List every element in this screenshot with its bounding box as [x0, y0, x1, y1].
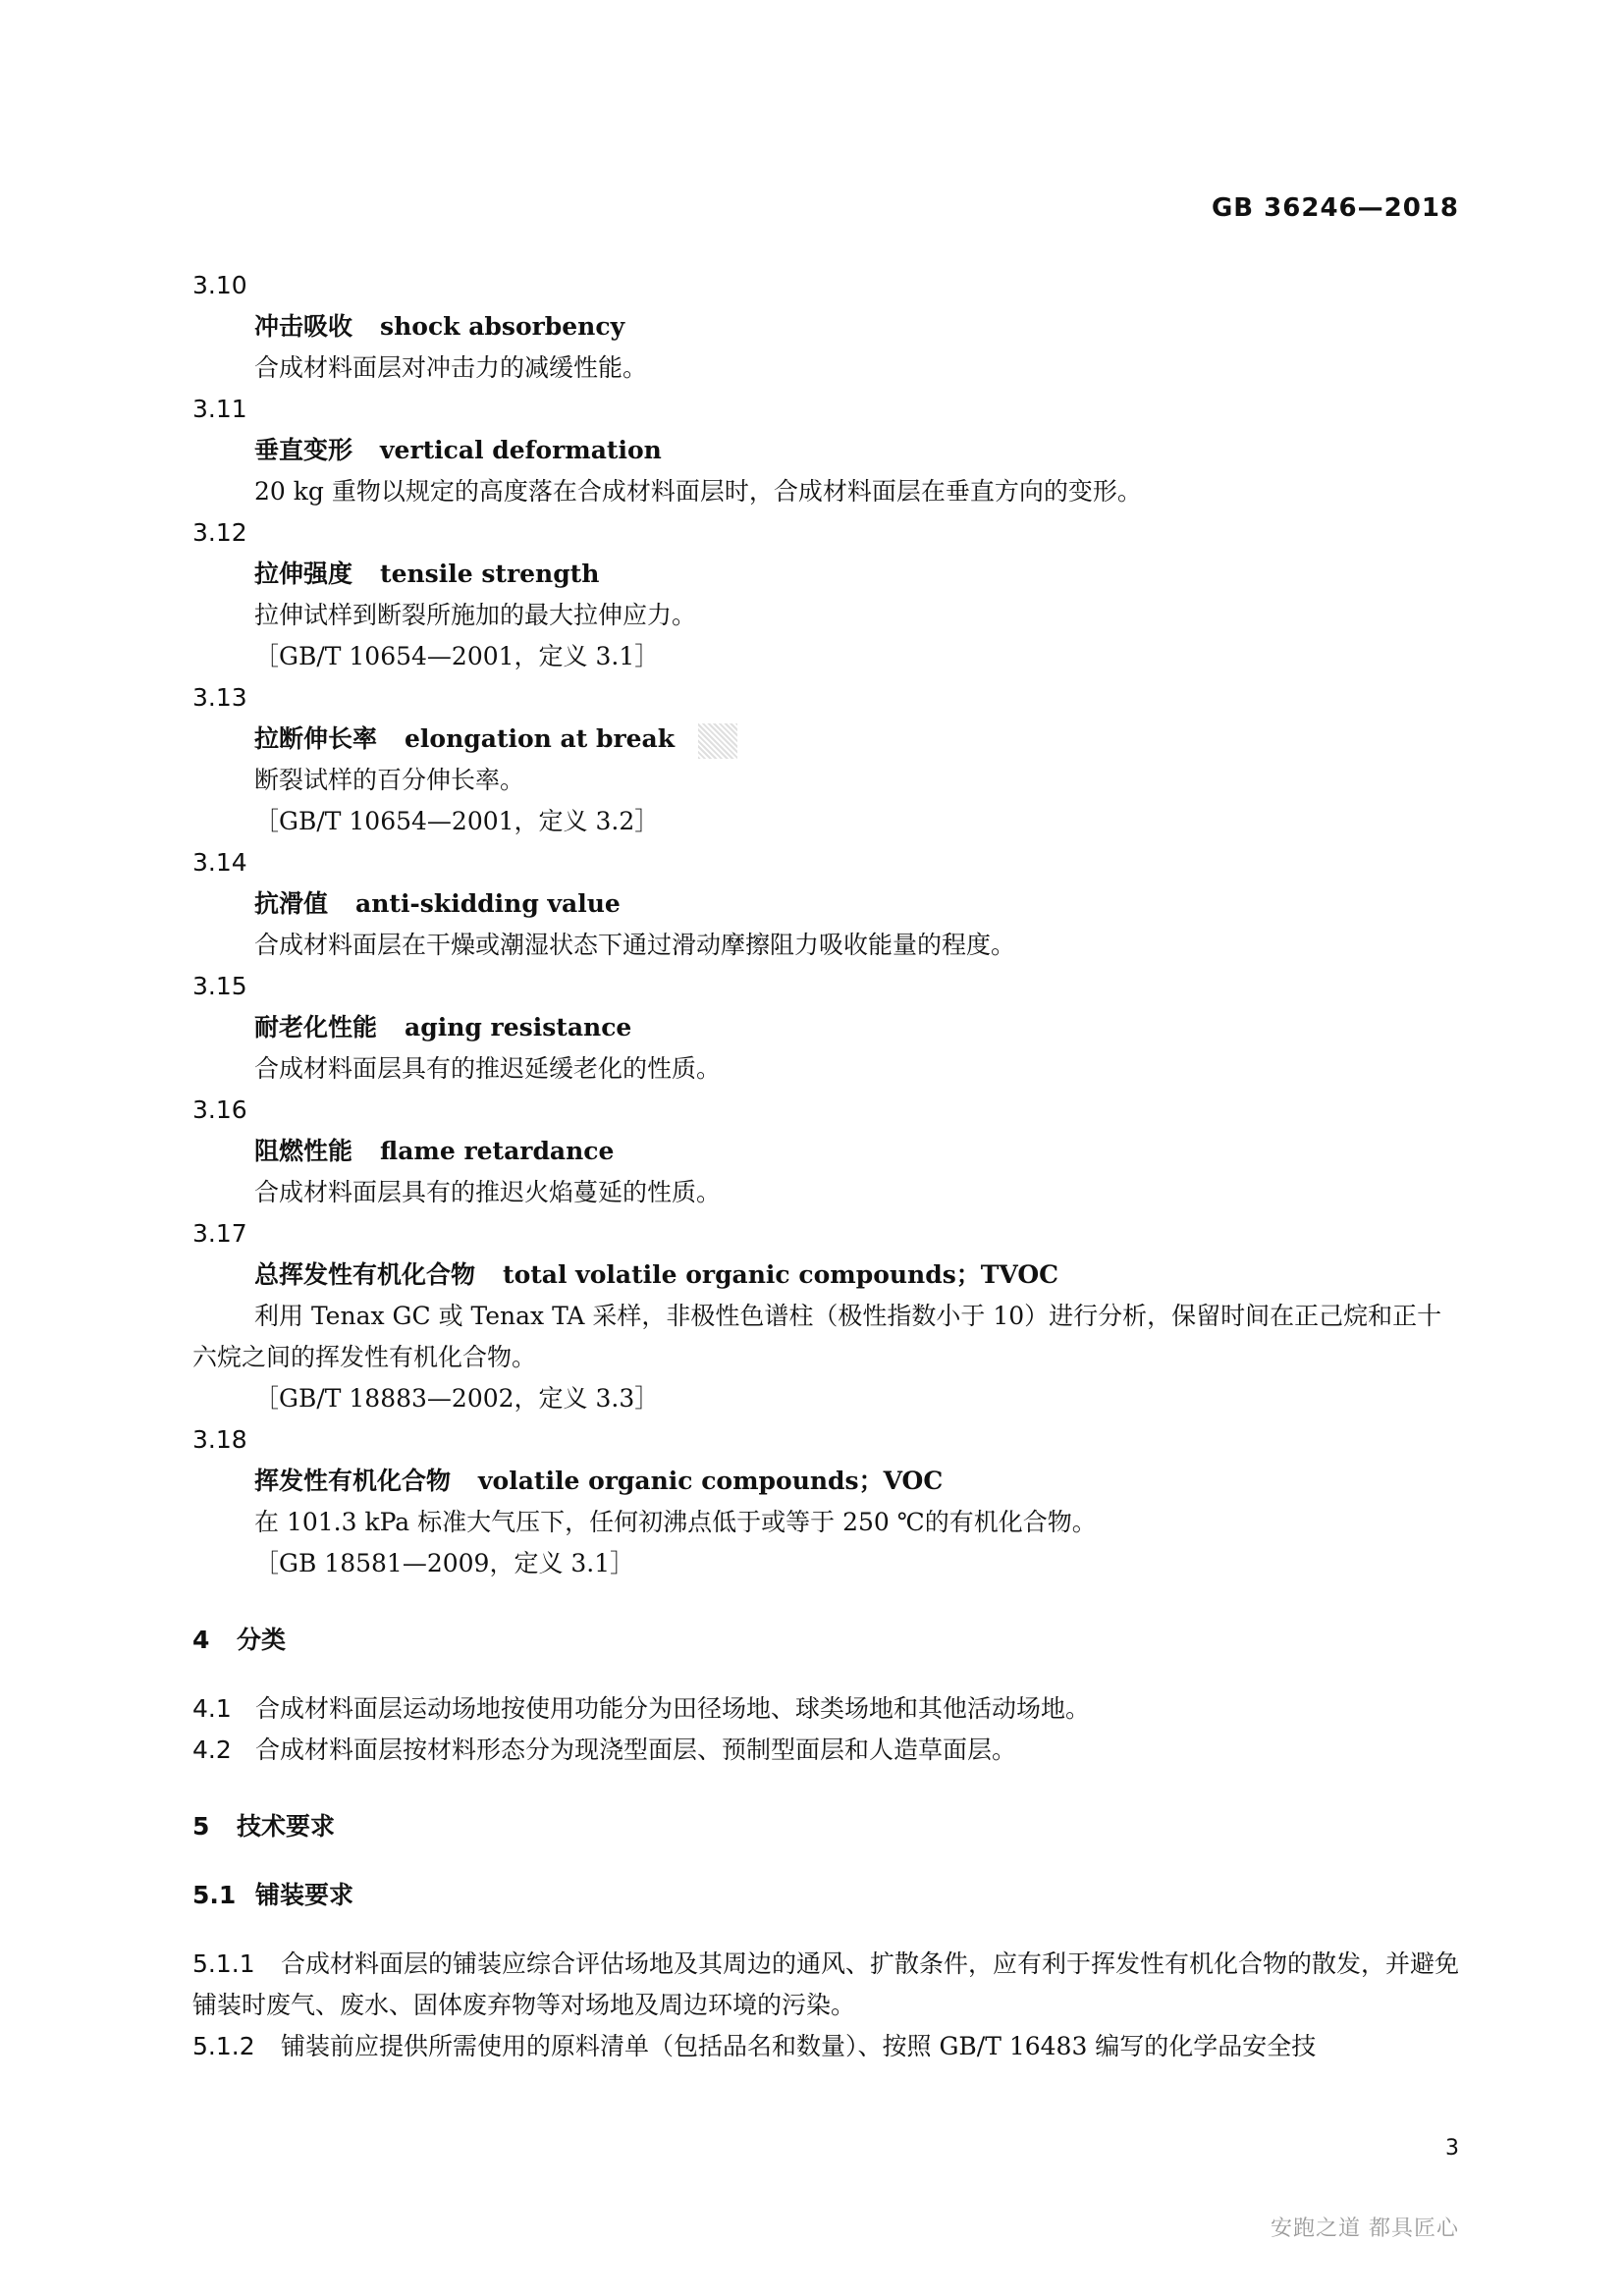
term-definition: 20 kg 重物以规定的高度落在合成材料面层时，合成材料面层在垂直方向的变形。 — [254, 477, 1142, 506]
term-source: ［GB/T 10654—2001，定义 3.2］ — [254, 807, 660, 835]
term-definition: 拉伸试样到断裂所施加的最大拉伸应力。 — [254, 601, 697, 629]
term-entry — [192, 389, 1459, 512]
term-zh: 总挥发性有机化合物 — [254, 1260, 476, 1289]
term-en: shock absorbency — [380, 312, 625, 341]
term-entry — [192, 512, 1459, 677]
term-line — [192, 1131, 1459, 1172]
term-entry — [192, 1419, 1459, 1584]
clause-text: 合成材料面层按材料形态分为现浇型面层、预制型面层和人造草面层。 — [255, 1735, 1017, 1764]
term-zh: 拉伸强度 — [254, 560, 353, 588]
entry-number: 3.13 — [192, 683, 247, 712]
term-en: anti-skidding value — [355, 889, 621, 918]
term-en: total volatile organic compounds；TVOC — [503, 1260, 1059, 1289]
entry-number: 3.15 — [192, 972, 247, 1000]
page-body — [192, 265, 1459, 2067]
term-line — [192, 306, 1459, 347]
entry-number: 3.17 — [192, 1219, 247, 1248]
entry-number: 3.10 — [192, 271, 247, 299]
term-zh: 阻燃性能 — [254, 1137, 353, 1165]
entry-number: 3.18 — [192, 1425, 247, 1454]
section-title: 分类 — [237, 1626, 287, 1654]
term-entry — [192, 1213, 1459, 1419]
term-entry — [192, 966, 1459, 1090]
term-line — [192, 554, 1459, 595]
scan-artifact-icon — [698, 723, 737, 759]
entry-number: 3.11 — [192, 395, 247, 423]
term-source: ［GB/T 18883—2002，定义 3.3］ — [254, 1384, 660, 1413]
term-zh: 拉断伸长率 — [254, 724, 378, 753]
subsection-title: 铺装要求 — [255, 1881, 354, 1909]
term-zh: 垂直变形 — [254, 436, 353, 464]
entry-number: 3.14 — [192, 848, 247, 877]
page-number: 3 — [1445, 2136, 1459, 2161]
term-zh: 冲击吸收 — [254, 312, 353, 341]
term-source: ［GB/T 10654—2001，定义 3.1］ — [254, 642, 660, 670]
clause — [192, 1688, 1459, 1730]
term-definition: 合成材料面层在干燥或潮湿状态下通过滑动摩擦阻力吸收能量的程度。 — [254, 931, 1016, 959]
term-zh: 抗滑值 — [254, 889, 329, 918]
term-entry — [192, 265, 1459, 389]
term-definition: 利用 Tenax GC 或 Tenax TA 采样，非极性色谱柱（极性指数小于 10）进行分析，保留时间在正己烷和正十六烷之间的挥发性有机化合物。 — [192, 1302, 1442, 1371]
clause-number: 5.1.1 — [192, 1949, 255, 1978]
term-definition: 合成材料面层具有的推迟延缓老化的性质。 — [254, 1054, 722, 1083]
term-zh: 挥发性有机化合物 — [254, 1467, 452, 1495]
clause — [192, 2026, 1459, 2067]
term-zh: 耐老化性能 — [254, 1013, 378, 1041]
clause-number: 4.1 — [192, 1694, 232, 1723]
clause-number: 4.2 — [192, 1735, 232, 1764]
term-line — [192, 1007, 1459, 1048]
entry-number: 3.16 — [192, 1095, 247, 1124]
term-definition: 合成材料面层对冲击力的减缓性能。 — [254, 353, 648, 382]
clause — [192, 1730, 1459, 1771]
term-en: tensile strength — [380, 560, 600, 588]
term-entry — [192, 842, 1459, 966]
term-en: flame retardance — [380, 1137, 615, 1165]
section-title: 技术要求 — [237, 1812, 336, 1841]
section-heading-classification — [192, 1620, 1459, 1661]
section-number: 5 — [192, 1812, 210, 1841]
term-source: ［GB 18581—2009，定义 3.1］ — [254, 1549, 635, 1577]
term-en: volatile organic compounds；VOC — [478, 1467, 944, 1495]
subsection-number: 5.1 — [192, 1881, 237, 1909]
clause-number: 5.1.2 — [192, 2032, 255, 2060]
term-line — [192, 1461, 1459, 1502]
section-heading-technical-requirements — [192, 1806, 1459, 1847]
section-number: 4 — [192, 1626, 210, 1654]
term-definition: 在 101.3 kPa 标准大气压下，任何初沸点低于或等于 250 ℃的有机化合物。 — [254, 1508, 1097, 1536]
term-definition: 合成材料面层具有的推迟火焰蔓延的性质。 — [254, 1178, 722, 1206]
term-entry — [192, 677, 1459, 842]
term-line — [192, 430, 1459, 471]
clause-text: 合成材料面层运动场地按使用功能分为田径场地、球类场地和其他活动场地。 — [255, 1694, 1091, 1723]
term-line — [192, 883, 1459, 925]
clause — [192, 1944, 1459, 2026]
clause-text: 合成材料面层的铺装应综合评估场地及其周边的通风、扩散条件，应有利于挥发性有机化合物的散发，并避免铺装时废气、废水、固体废弃物等对场地及周边环境的污染。 — [192, 1949, 1460, 2019]
term-en: aging resistance — [405, 1013, 632, 1041]
subsection-heading-paving — [192, 1875, 1459, 1916]
clause-text: 铺装前应提供所需使用的原料清单（包括品名和数量）、按照 GB/T 16483 编写的化学品安全技 — [281, 2032, 1317, 2060]
term-line — [192, 1255, 1459, 1296]
term-line — [192, 719, 1459, 760]
entry-number: 3.12 — [192, 518, 247, 547]
term-en: elongation at break — [405, 724, 676, 753]
term-en: vertical deformation — [380, 436, 662, 464]
term-entry — [192, 1090, 1459, 1213]
watermark-text: 安跑之道 都具匠心 — [1271, 2216, 1459, 2241]
term-definition: 断裂试样的百分伸长率。 — [254, 766, 525, 794]
standard-number: GB 36246—2018 — [1211, 193, 1459, 223]
